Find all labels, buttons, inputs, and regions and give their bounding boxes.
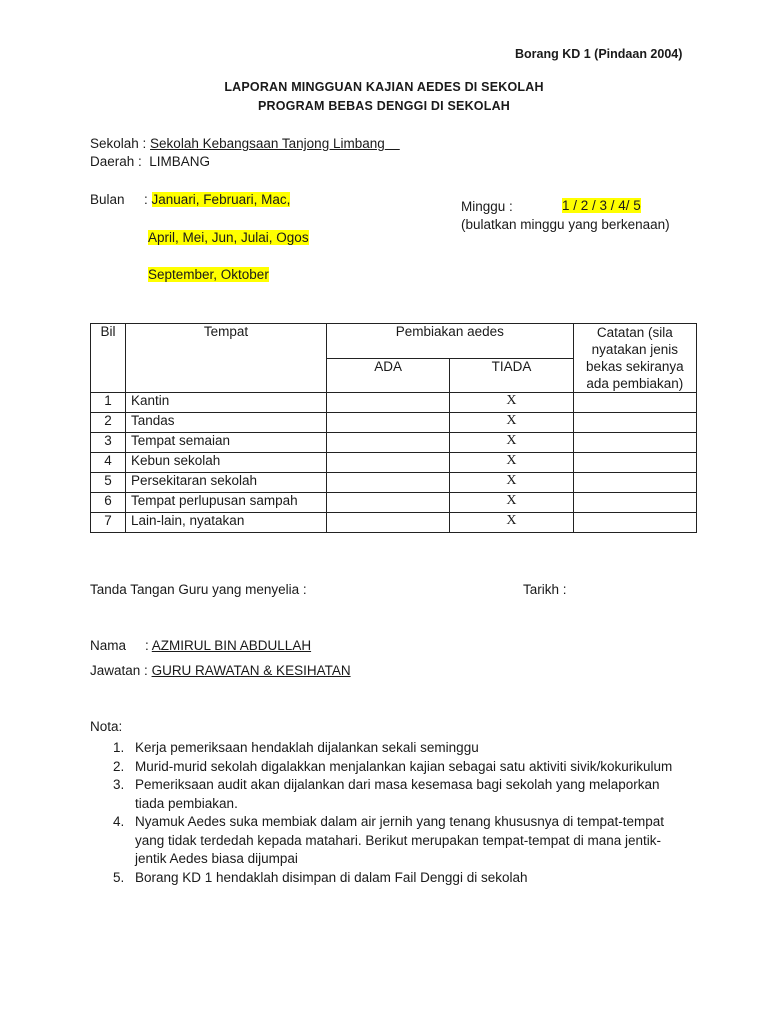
row-ada	[327, 453, 450, 473]
minggu-value: 1 / 2 / 3 / 4/ 5	[562, 198, 641, 213]
nota-label: Nota:	[90, 719, 123, 734]
row-catatan	[573, 413, 696, 433]
row-catatan	[573, 493, 696, 513]
list-item: 4. Nyamuk Aedes suka membiak dalam air jernih yang tenang khususnya di tempat-tempat yang tidak terdedah kepada matahari. Berikut merupakan tempat-tempat di mana jentik-jentik Aedes biasa dijumpai	[113, 814, 665, 866]
header-pembiakan: Pembiakan aedes	[327, 324, 574, 359]
table-row	[91, 513, 697, 533]
header-ada: ADA	[327, 358, 450, 393]
bulan-line2: April, Mei, Jun, Julai, Ogos	[148, 230, 309, 245]
row-tiada-mark: X	[450, 453, 573, 473]
row-tempat: Kebun sekolah	[126, 453, 327, 473]
row-bil: 4	[91, 453, 126, 473]
bulan-label: Bulan	[90, 192, 125, 207]
daerah-value: LIMBANG	[149, 154, 211, 169]
daerah-row	[90, 154, 210, 169]
table-row	[91, 473, 697, 493]
row-catatan	[573, 473, 696, 493]
row-catatan	[573, 393, 696, 413]
table-row	[91, 393, 697, 413]
table-row	[91, 433, 697, 453]
minggu-note: (bulatkan minggu yang berkenaan)	[461, 217, 670, 232]
table-row	[91, 413, 697, 433]
row-tempat: Tempat perlupusan sampah	[126, 493, 327, 513]
row-bil: 2	[91, 413, 126, 433]
row-ada	[327, 473, 450, 493]
row-catatan	[573, 513, 696, 533]
survey-table	[90, 323, 697, 533]
row-tempat: Tandas	[126, 413, 327, 433]
row-tiada-mark: X	[450, 493, 573, 513]
row-ada	[327, 433, 450, 453]
bulan-line1: : Januari, Februari, Mac,	[144, 192, 291, 207]
table-row	[91, 493, 697, 513]
table-row	[91, 453, 697, 473]
nama-value: AZMIRUL BIN ABDULLAH	[151, 638, 312, 653]
table-header-row	[91, 324, 697, 359]
row-tempat: Kantin	[126, 393, 327, 413]
row-ada	[327, 413, 450, 433]
row-tempat: Persekitaran sekolah	[126, 473, 327, 493]
row-tiada-mark: X	[450, 413, 573, 433]
jawatan-label: Jawatan :	[90, 663, 148, 678]
sekolah-label: Sekolah :	[90, 136, 151, 151]
list-item: 3. Pemeriksaan audit akan dijalankan dari masa kesemasa bagi sekolah yang melaporkan tiada pembiakan.	[113, 777, 660, 811]
list-item: 2. Murid-murid sekolah digalakkan menjalankan kajian sebagai satu aktiviti sivik/kokurikulum	[113, 758, 673, 774]
header-tiada: TIADA	[450, 358, 573, 393]
form-code: Borang KD 1 (Pindaan 2004)	[515, 47, 683, 61]
row-ada	[327, 493, 450, 513]
nama-label: Nama	[90, 638, 127, 653]
tarikh-label: Tarikh :	[523, 582, 567, 597]
row-bil: 3	[91, 433, 126, 453]
row-ada	[327, 513, 450, 533]
row-tiada-mark: X	[450, 433, 573, 453]
row-tiada-mark: X	[450, 513, 573, 533]
row-tiada-mark: X	[450, 473, 573, 493]
row-bil: 1	[91, 393, 126, 413]
row-tiada-mark: X	[450, 393, 573, 413]
row-tempat: Lain-lain, nyatakan	[126, 513, 327, 533]
daerah-label: Daerah :	[90, 154, 142, 169]
row-tempat: Tempat semaian	[126, 433, 327, 453]
report-title: LAPORAN MINGGUAN KAJIAN AEDES DI SEKOLAH	[224, 80, 544, 94]
header-catatan: Catatan (sila nyatakan jenis bekas sekiranya ada pembiakan)	[573, 324, 696, 393]
list-item: 1. Kerja pemeriksaan hendaklah dijalankan sekali seminggu	[113, 740, 479, 755]
list-item: 5. Borang KD 1 hendaklah disimpan di dalam Fail Denggi di sekolah	[113, 869, 528, 885]
bulan-line3: September, Oktober	[148, 267, 269, 282]
header-bil: Bil	[91, 324, 126, 393]
row-catatan	[573, 453, 696, 473]
sekolah-row	[90, 136, 400, 151]
header-tempat: Tempat	[126, 324, 327, 393]
program-title: PROGRAM BEBAS DENGGI DI SEKOLAH	[257, 99, 511, 113]
sekolah-value: Sekolah Kebangsaan Tanjong Limbang	[150, 136, 385, 151]
row-bil: 7	[91, 513, 126, 533]
row-bil: 6	[91, 493, 126, 513]
minggu-label: Minggu :	[461, 199, 513, 214]
nota-list	[113, 739, 675, 887]
jawatan-value: GURU RAWATAN & KESIHATAN	[151, 663, 351, 678]
row-bil: 5	[91, 473, 126, 493]
row-ada	[327, 393, 450, 413]
jawatan-row	[90, 663, 351, 678]
nama-row: : AZMIRUL BIN ABDULLAH	[145, 638, 312, 653]
signature-label: Tanda Tangan Guru yang menyelia :	[90, 582, 307, 597]
row-catatan	[573, 433, 696, 453]
